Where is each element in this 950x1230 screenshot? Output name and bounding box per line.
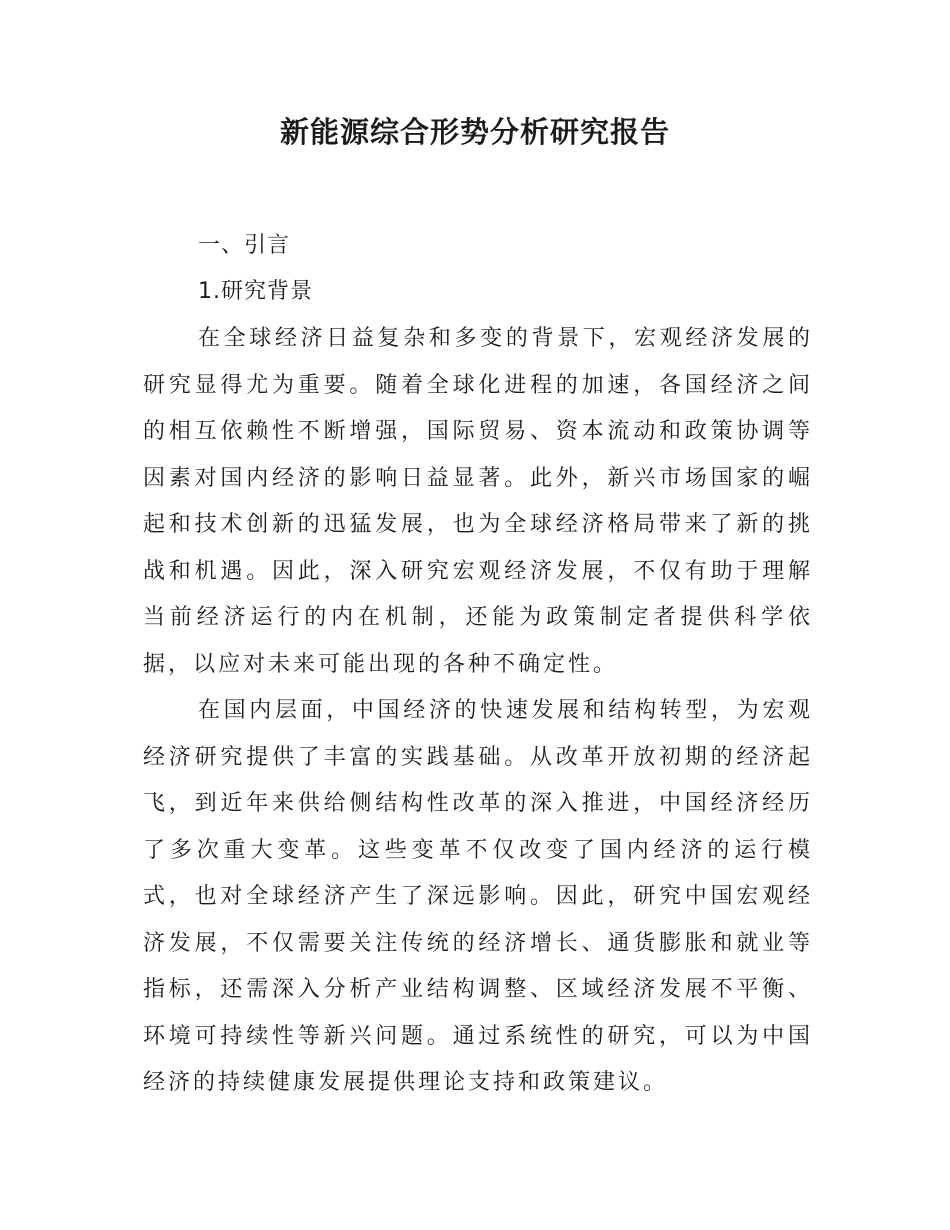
paragraph-domestic-context: 在国内层面，中国经济的快速发展和结构转型，为宏观经济研究提供了丰富的实践基础。从改革开放初期的经济起飞，到近年来供给侧结构性改革的深入推进，中国经济经历了多次重大变革。这些变革不仅改变了国内经济的运行模式，也对全球经济产生了深远影响。因此，研究中国宏观经济发展，不仅需要关注传统的经济增长、通货膨胀和就业等指标，还需深入分析产业结构调整、区域经济发展不平衡、环境可持续性等新兴问题。通过系统性的研究，可以为中国经济的持续健康发展提供理论支持和政策建议。 bbox=[143, 698, 813, 1095]
paragraph-global-context: 在全球经济日益复杂和多变的背景下，宏观经济发展的研究显得尤为重要。随着全球化进程的加速，各国经济之间的相互依赖性不断增强，国际贸易、资本流动和政策协调等因素对国内经济的影响日益显著。此外，新兴市场国家的崛起和技术创新的迅猛发展，也为全球经济格局带来了新的挑战和机遇。因此，深入研究宏观经济发展，不仅有助于理解当前经济运行的内在机制，还能为政策制定者提供科学依据，以应对未来可能出现的各种不确定性。 bbox=[143, 326, 813, 677]
document-body bbox=[143, 226, 813, 1107]
subsection-heading-research-background: 1.研究背景 bbox=[198, 279, 313, 304]
section-heading-introduction: 一、引言 bbox=[198, 233, 291, 258]
document-title: 新能源综合形势分析研究报告 bbox=[279, 115, 670, 149]
